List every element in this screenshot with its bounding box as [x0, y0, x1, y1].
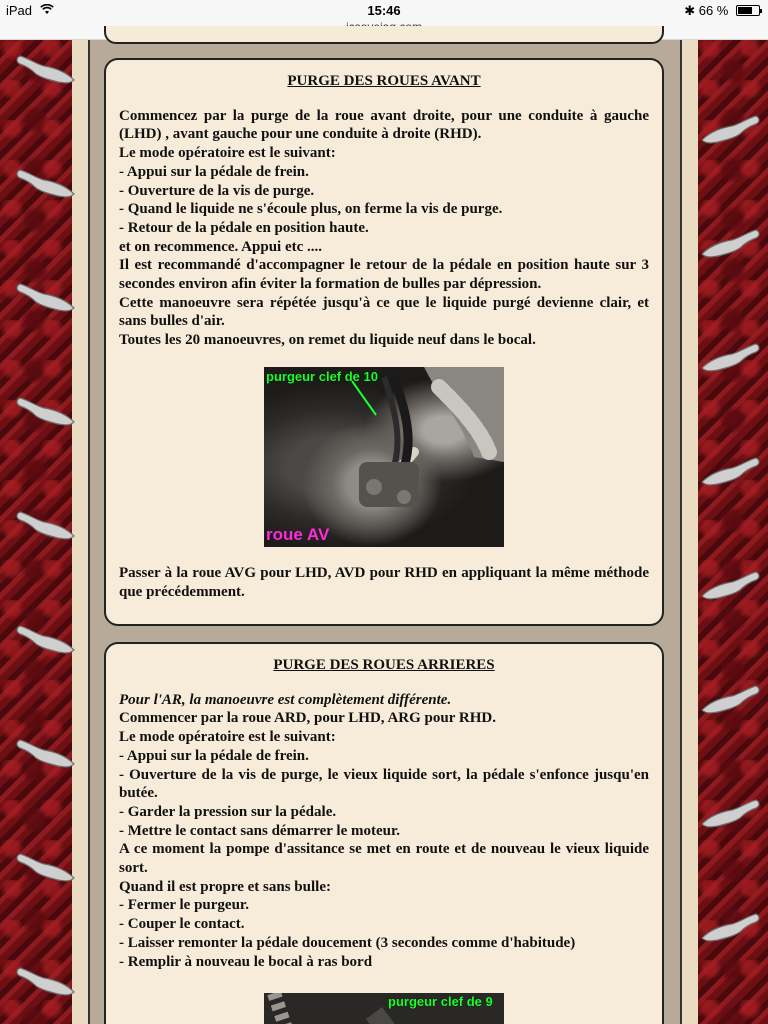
clock: 15:46 — [367, 3, 401, 18]
front-line: Le mode opératoire est le suivant: — [119, 145, 336, 162]
rear-photo-label: purgeur clef de 9 — [388, 994, 493, 1010]
rear-line: A ce moment la pompe d'assitance se met en route et de nouveau le vieux liquide sort. — [119, 841, 649, 877]
jaguar-leaper-icon — [700, 338, 762, 378]
rear-line: - Garder la pression sur la pédale. — [119, 803, 337, 820]
rear-line: - Couper le contact. — [119, 916, 245, 933]
rear-intro: Pour l'AR, la manoeuvre est complètement différente. — [119, 691, 452, 708]
rear-line: - Appui sur la pédale de frein. — [119, 747, 309, 764]
front-line: - Retour de la pédale en position haute. — [119, 219, 369, 236]
jaguar-leaper-icon — [14, 848, 76, 888]
front-line: Commencez par la purge de la roue avant droite, pour une conduite à gauche (LHD) , avant gauche pour une conduite à droite (RHD). — [119, 107, 649, 143]
front-line: et on recommence. Appui etc .... — [119, 238, 323, 255]
jaguar-leaper-icon — [14, 962, 76, 1002]
front-wheels-card — [104, 58, 664, 626]
previous-card-edge — [104, 26, 664, 44]
rear-line: - Ouverture de la vis de purge, le vieux liquide sort, la pédale s'enfonce jusqu'en butée. — [119, 766, 649, 802]
front-line: Cette manoeuvre sera répétée jusqu'à ce que le liquide purgé devienne clair, et sans bulles d'air. — [119, 294, 649, 330]
jaguar-leaper-icon — [700, 566, 762, 606]
front-line: - Quand le liquide ne s'écoule plus, on ferme la vis de purge. — [119, 201, 503, 218]
brake-caliper-drawing — [264, 367, 504, 547]
jaguar-leaper-icon — [700, 794, 762, 834]
front-brake-photo — [264, 367, 504, 547]
rear-paragraph — [119, 691, 649, 972]
jaguar-leaper-icon — [14, 392, 76, 432]
front-after-text: Passer à la roue AVG pour LHD, AVD pour RHD en appliquant la même méthode que précédemment. — [119, 564, 649, 600]
jaguar-leaper-icon — [700, 110, 762, 150]
front-line: Toutes les 20 manoeuvres, on remet du liquide neuf dans le bocal. — [119, 332, 536, 349]
jaguar-leaper-icon — [14, 50, 76, 90]
bluetooth-icon: ✱ — [684, 3, 696, 18]
jaguar-leaper-icon — [14, 506, 76, 546]
front-photo-label: purgeur clef de 10 — [266, 368, 378, 384]
rear-brake-photo — [264, 993, 504, 1024]
front-line: - Ouverture de la vis de purge. — [119, 182, 315, 199]
jaguar-leaper-icon — [14, 620, 76, 660]
rear-line: - Laisser remonter la pédale doucement (3 secondes comme d'habitude) — [119, 934, 576, 951]
right-inner-strip — [682, 40, 698, 1024]
front-paragraph — [119, 107, 649, 350]
jaguar-leaper-icon — [14, 734, 76, 774]
front-line: - Appui sur la pédale de frein. — [119, 163, 309, 180]
rear-line: - Remplir à nouveau le bocal à ras bord — [119, 953, 373, 970]
rear-line: - Mettre le contact sans démarrer le moteur. — [119, 822, 401, 839]
rear-line: Commencer par la roue ARD, pour LHD, ARG pour RHD. — [119, 710, 496, 727]
battery-icon — [736, 5, 760, 16]
jaguar-leaper-icon — [700, 224, 762, 264]
front-line: Il est recommandé d'accompagner le retour de la pédale en position haute sur 3 secondes environ afin éviter la formation de bulles par dépression. — [119, 257, 649, 293]
status-right — [684, 3, 760, 19]
rear-title: PURGE DES ROUES ARRIERES — [273, 657, 495, 673]
jaguar-leaper-icon — [700, 680, 762, 720]
device-name: iPad — [6, 3, 33, 18]
rear-line: Le mode opératoire est le suivant: — [119, 729, 336, 746]
rear-wheels-card — [104, 642, 664, 1024]
right-decorative-border — [698, 40, 768, 1024]
rear-line: Quand il est propre et sans bulle: — [119, 878, 331, 895]
jaguar-leaper-icon — [700, 452, 762, 492]
jaguar-leaper-icon — [700, 908, 762, 948]
front-photo-caption: roue AV — [266, 524, 330, 544]
rear-line: - Fermer le purgeur. — [119, 897, 249, 914]
front-title: PURGE DES ROUES AVANT — [287, 73, 481, 89]
jaguar-leaper-icon — [14, 164, 76, 204]
jaguar-leaper-icon — [14, 278, 76, 318]
battery-percent: 66 % — [698, 3, 729, 18]
